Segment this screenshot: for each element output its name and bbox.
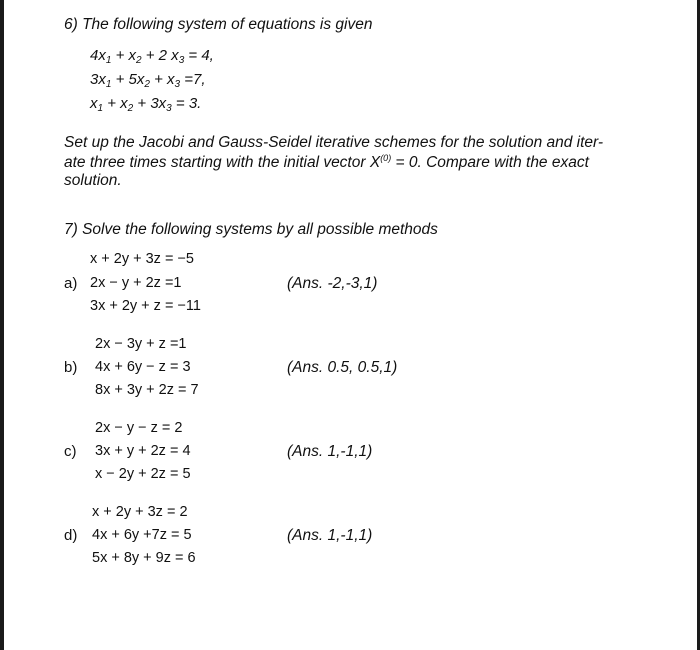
system-a-label: a) — [64, 275, 78, 292]
system-c-equation-3: x − 2y + 2z = 5 — [95, 466, 191, 482]
system-a-answer: (Ans. -2,-3,1) — [287, 275, 378, 292]
system-d-equation-1: x + 2y + 3z = 2 — [92, 504, 188, 520]
system-b-answer: (Ans. 0.5, 0.5,1) — [287, 359, 398, 376]
system-b-label: b) — [64, 359, 78, 376]
problem-6-body-line-2: ate three times starting with the initial vector $X^{(0)} = 0$. Compare with the exact — [64, 153, 589, 171]
system-a-equation-1: x + 2y + 3z = −5 — [90, 251, 194, 267]
system-d-equation-2: 4x + 6y +7z = 5 — [92, 527, 192, 543]
system-c-equation-1: 2x − y − z = 2 — [95, 420, 183, 436]
problem-6-equation-2: $3x_1 + 5x_2 + x_3 =7$, — [90, 71, 206, 90]
system-c-equation-2: 3x + y + 2z = 4 — [95, 443, 191, 459]
problem-6-body-line-3: solution. — [64, 172, 122, 189]
system-c-answer: (Ans. 1,-1,1) — [287, 443, 373, 460]
problem-7-title: 7) Solve the following systems by all possible methods — [64, 221, 438, 238]
system-a-equation-3: 3x + 2y + z = −11 — [90, 298, 201, 314]
system-b-equation-2: 4x + 6y − z = 3 — [95, 359, 191, 375]
system-c-label: c) — [64, 443, 77, 460]
problem-6-equation-1: $4x_1 + x_2 + 2$ $x_3 = 4$, — [90, 47, 214, 66]
system-d-label: d) — [64, 527, 78, 544]
problem-6-title: 6) The following system of equations is given — [64, 16, 373, 33]
initial-vector: $X^{(0)}$ — [369, 153, 392, 171]
problem-6-equation-3: $x_1 + x_2 + 3x_3 = 3$. — [90, 95, 202, 114]
system-b-equation-3: 8x + 3y + 2z = 7 — [95, 382, 199, 398]
system-d-equation-3: 5x + 8y + 9z = 6 — [92, 550, 196, 566]
system-d-answer: (Ans. 1,-1,1) — [287, 527, 373, 544]
problem-6-body-line-1: Set up the Jacobi and Gauss-Seidel iterative schemes for the solution and iter- — [64, 134, 604, 151]
system-b-equation-1: 2x − 3y + z =1 — [95, 336, 187, 352]
system-a-equation-2: 2x − y + 2z =1 — [90, 275, 182, 291]
